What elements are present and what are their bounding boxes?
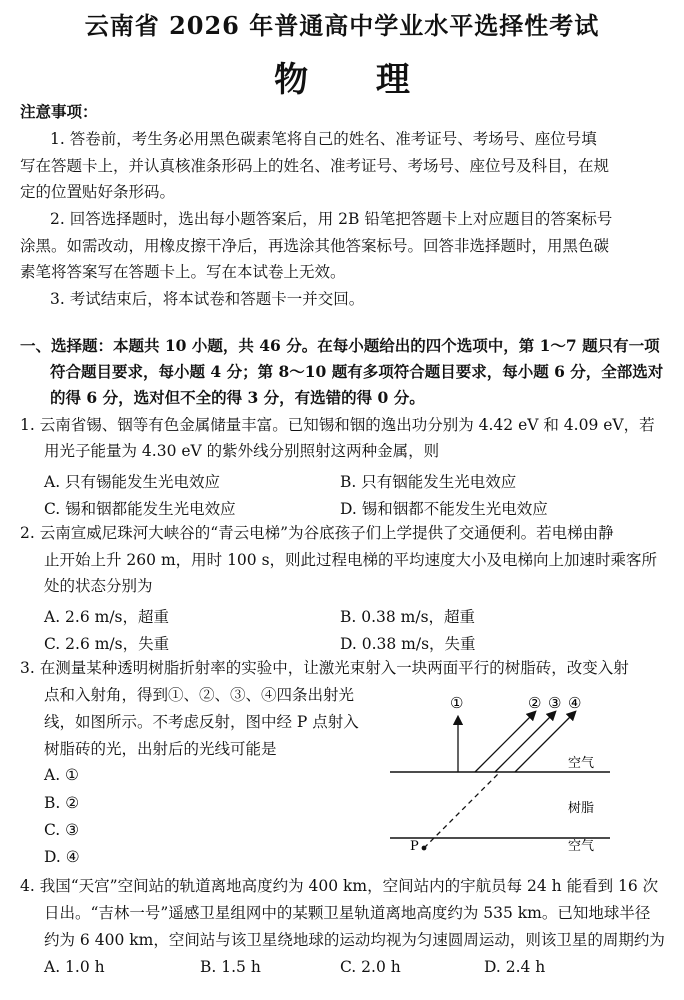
q2-option-d[interactable]: D. 0.38 m/s，失重 (340, 635, 476, 653)
question-1-stem: 用光子能量为 4.30 eV 的紫外线分别照射这两种金属，则 (44, 442, 440, 460)
section-heading: 符合题目要求，每小题 4 分；第 8～10 题有多项符合题目要求，每小题 6 分，全部选对 (50, 362, 664, 381)
q3-option-c[interactable]: C. ③ (44, 821, 80, 839)
ray-1-label: ① (450, 694, 464, 712)
refraction-figure (380, 690, 640, 865)
ray-3-label: ③ (548, 694, 562, 712)
notice-line: 1. 答卷前，考生务必用黑色碳素笔将自己的姓名、准考证号、考场号、座位号填 (50, 130, 597, 148)
point-p-marker (422, 846, 427, 851)
question-4-stem: 约为 6 400 km，空间站与该卫星绕地球的运动均视为匀速圆周运动，则该卫星的周期约为 (44, 931, 665, 949)
section-heading: 的得 6 分，选对但不全的得 3 分，有选错的得 0 分。 (50, 388, 425, 407)
notice-line: 涂黑。如需改动，用橡皮擦干净后，再选涂其他答案标号。回答非选择题时，用黑色碳 (20, 237, 610, 255)
q1-option-c[interactable]: C. 锡和铟都能发生光电效应 (44, 500, 236, 518)
q2-option-b[interactable]: B. 0.38 m/s，超重 (340, 608, 476, 626)
question-3-stem: 点和入射角，得到①、②、③、④四条出射光 (44, 686, 355, 704)
question-4-stem: 4. 我国“天宫”空间站的轨道离地高度约为 400 km，空间站内的宇航员每 24 h 能看到 16 次 (20, 877, 659, 895)
air-bottom-label: 空气 (568, 839, 595, 854)
notice-heading: 注意事项： (20, 102, 98, 121)
q1-option-d[interactable]: D. 锡和铟都不能发生光电效应 (340, 500, 548, 518)
question-1-stem: 1. 云南省锡、铟等有色金属储量丰富。已知锡和铟的逸出功分别为 4.42 eV 和 4.09 eV，若 (20, 416, 655, 434)
q3-option-a[interactable]: A. ① (44, 766, 79, 784)
notice-line: 2. 回答选择题时，选出每小题答案后，用 2B 铅笔把答题卡上对应题目的答案标号 (50, 210, 613, 228)
q2-option-c[interactable]: C. 2.6 m/s，失重 (44, 635, 170, 653)
question-2-stem: 处的状态分别为 (44, 577, 153, 595)
question-3-stem: 树脂砖的光，出射后的光线可能是 (44, 740, 277, 758)
incident-ray-dashed (424, 772, 500, 848)
q4-option-b[interactable]: B. 1.5 h (200, 958, 261, 976)
exam-title: 云南省 2026 年普通高中学业水平选择性考试 (84, 11, 600, 40)
notice-line: 定的位置贴好条形码。 (20, 183, 176, 201)
q4-option-c[interactable]: C. 2.0 h (340, 958, 401, 976)
q3-option-d[interactable]: D. ④ (44, 848, 80, 866)
q2-option-a[interactable]: A. 2.6 m/s，超重 (44, 608, 169, 626)
notice-line: 素笔将答案写在答题卡上。写在本试卷上无效。 (20, 263, 346, 281)
subject-title: 物 理 (274, 60, 438, 100)
resin-label: 树脂 (568, 801, 595, 816)
question-3-stem: 3. 在测量某种透明树脂折射率的实验中，让激光束射入一块两面平行的树脂砖，改变入射 (20, 659, 629, 677)
ray-2-label: ② (528, 694, 542, 712)
notice-line: 3. 考试结束后，将本试卷和答题卡一并交回。 (50, 290, 365, 308)
ray-4-label: ④ (568, 694, 582, 712)
q3-option-b[interactable]: B. ② (44, 794, 80, 812)
q4-option-a[interactable]: A. 1.0 h (44, 958, 105, 976)
question-2-stem: 2. 云南宣威尼珠河大峡谷的“青云电梯”为谷底孩子们上学提供了交通便利。若电梯由静 (20, 524, 614, 542)
question-4-stem: 日出。“吉林一号”遥感卫星组网中的某颗卫星轨道离地高度约为 535 km。已知地球半径 (44, 904, 651, 922)
question-3-stem: 线，如图所示。不考虑反射，图中经 P 点射入 (44, 713, 359, 731)
q1-option-b[interactable]: B. 只有铟能发生光电效应 (340, 473, 517, 491)
question-2-stem: 止开始上升 260 m，用时 100 s，则此过程电梯的平均速度大小及电梯向上加速时乘客所 (44, 551, 658, 569)
point-p-label: P (410, 839, 419, 854)
q1-option-a[interactable]: A. 只有锡能发生光电效应 (44, 473, 221, 491)
section-heading: 一、选择题：本题共 10 小题，共 46 分。在每小题给出的四个选项中，第 1～7 题只有一项 (20, 336, 660, 355)
q4-option-d[interactable]: D. 2.4 h (484, 958, 546, 976)
air-top-label: 空气 (568, 756, 595, 771)
notice-line: 写在答题卡上，并认真核准条形码上的姓名、准考证号、考场号、座位号及科目，在规 (20, 157, 610, 175)
